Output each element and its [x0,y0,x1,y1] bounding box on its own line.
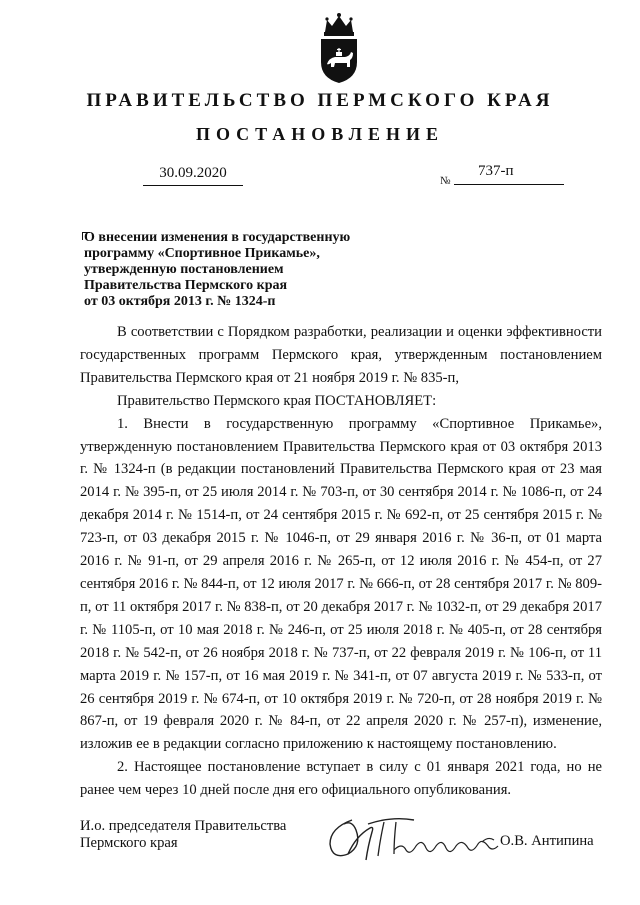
document-type: ПОСТАНОВЛЕНИЕ [195,124,445,144]
number-value: 737-п [478,163,514,179]
subject-line: Правительства Пермского края [84,278,288,293]
number-sign: № [440,175,451,187]
body-paragraph-item-1: 1. Внести в государственную программу «Спортивное Прикамье», утвержденную постановлением Правительства Пермского края от 03 октября 2013 г. № 1324-п (в редакции постановлений Правительства Пермского края от 23 мая 2014 г. № 395-п, от 25 июля 2014 г. № 703-п, от 30 сентября 2014 г. № 1086-п, от 24 декабря 2014 г. № 1514-п, от 24 сентября 2015 г. № 692-п, от 25 сентября 2015 г. № 723-п, от 03 декабря 2015 г. № 1046-п, от 29 января 2016 г. № 36-п, от 01 марта 2016 г. № 91-п, от 29 апреля 2016 г. № 265-п, от 12 июля 2016 г. № 454-п, от 27 сентября 2016 г. № 844-п, от 12 июля 2017 г. № 666-п, от 28 сентября 2017 г. № 809-п, от 11 октября 2017 г. № 838-п, от 20 декабря 2017 г. № 1032-п, от 29 декабря 2017 г. № 1105-п, от 10 мая 2018 г. № 246-п, от 25 июля 2018 г. № 405-п, от 28 сентября 2018 г. № 542-п, от 26 ноября 2018 г. № 737-п, от 22 февраля 2019 г. № 106-п, от 11 марта 2019 г. № 157-п, от 16 мая 2019 г. № 341-п, от 07 августа 2019 г. № 533-п, от 26 сентября 2019 г. № 674-п, от 10 октября 2019 г. № 720-п, от 28 ноября 2019 г. № 867-п, от 19 февраля 2020 г. № 84-п, от 22 апреля 2020 г. № 257-п), изменение, изложив ее в редакции согласно приложению к настоящему постановлению. [80,415,602,753]
signer-position-line: Пермского края [80,835,178,851]
subject-line: О внесении изменения в государственную [84,230,351,245]
subject-line: программу «Спортивное Прикамье», [84,246,320,261]
signer-position [80,818,320,852]
document-subject [84,230,404,310]
coat-of-arms-icon [317,12,361,84]
subject-line: утвержденную постановлением [84,262,284,277]
signer-name: О.В. Антипина [500,833,594,849]
body-paragraph-item-2: 2. Настоящее постановление вступает в силу с 01 января 2021 года, но не ранее чем через 10 дней после дня его официального опубликования. [80,759,602,799]
corner-bracket-icon [82,232,90,240]
signer-position-line: И.о. председателя Правительства [80,818,287,834]
government-title: ПРАВИТЕЛЬСТВО ПЕРМСКОГО КРАЯ [86,90,554,111]
body-paragraph-resolves: Правительство Пермского края ПОСТАНОВЛЯЕТ: [117,392,437,409]
number-underline [454,184,564,185]
subject-line: от 03 октября 2013 г. № 1324-п [84,294,276,309]
document-body [80,321,602,802]
handwritten-signature [322,806,502,864]
date-value: 30.09.2020 [159,165,227,181]
document-date [143,165,243,186]
body-paragraph-basis: В соответствии с Порядком разработки, реализации и оценки эффективности государственных программ Пермского края, утвержденным постановлением Правительства Пермского края от 21 ноября 2019 г. № 835-п, [80,324,602,386]
date-underline [143,185,243,186]
